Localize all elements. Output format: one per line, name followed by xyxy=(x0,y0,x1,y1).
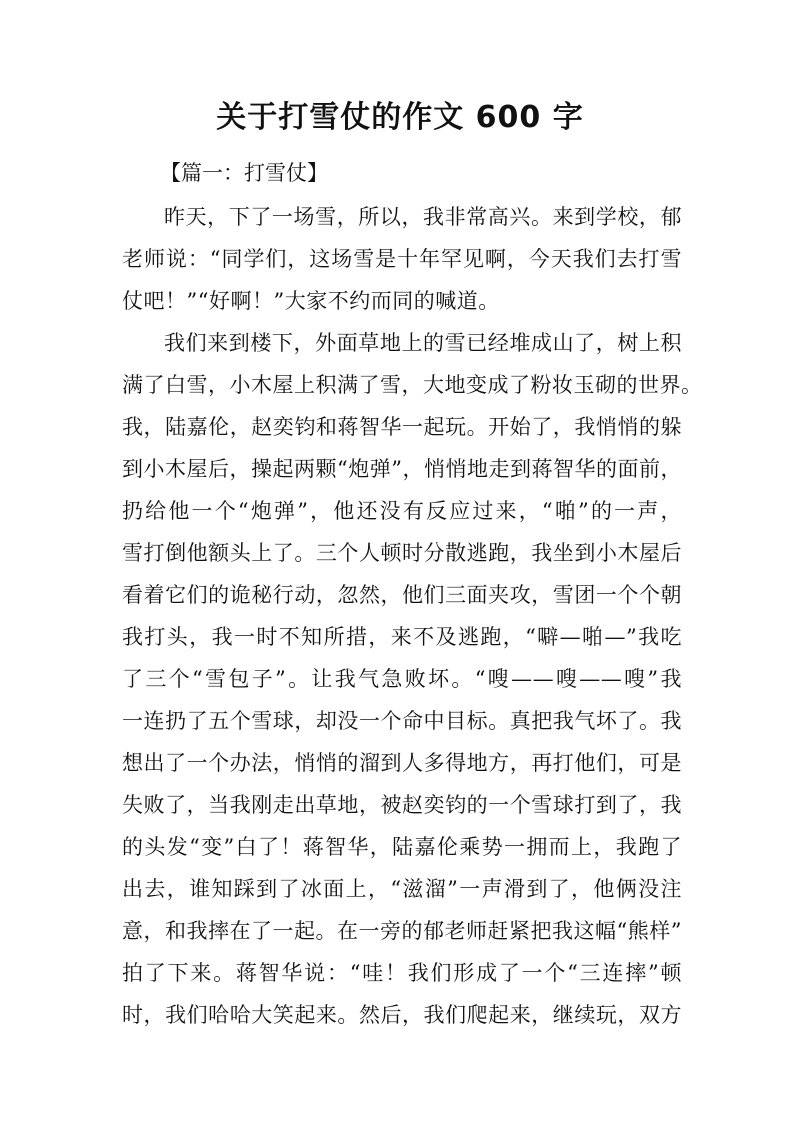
paragraph-2-line-12: 失败了，当我刚走出草地，被赵奕钧的一个雪球打到了，我 xyxy=(122,793,682,817)
paragraph-2-line-14: 出去，谁知踩到了冰面上，“滋溜”一声滑到了，他俩没注 xyxy=(122,877,682,901)
paragraph-2-line-4: 到小木屋后，操起两颗“炮弹”，悄悄地走到蒋智华的面前， xyxy=(122,457,682,481)
paragraph-2-line-13: 的头发“变”白了！蒋智华，陆嘉伦乘势一拥而上，我跑了 xyxy=(122,835,682,859)
paragraph-2-line-16: 拍了下来。蒋智华说：“哇！我们形成了一个“三连摔”顿 xyxy=(122,961,682,985)
paragraph-2-line-5: 扔给他一个“炮弹”，他还没有反应过来，“啪”的一声， xyxy=(122,499,682,523)
paragraph-2-line-3: 我，陆嘉伦，赵奕钧和蒋智华一起玩。开始了，我悄悄的躲 xyxy=(122,415,682,439)
paragraph-2-line-6: 雪打倒他额头上了。三个人顿时分散逃跑，我坐到小木屋后 xyxy=(122,541,682,565)
paragraph-2-line-8: 我打头，我一时不知所措，来不及逃跑，“噼—啪—”我吃 xyxy=(122,625,682,649)
paragraph-2-line-2: 满了白雪，小木屋上积满了雪，大地变成了粉妆玉砌的世界。 xyxy=(122,373,703,397)
paragraph-2-line-10: 一连扔了五个雪球，却没一个命中目标。真把我气坏了。我 xyxy=(122,709,682,733)
paragraph-1-line-2: 老师说：“同学们，这场雪是十年罕见啊，今天我们去打雪 xyxy=(122,247,682,271)
paragraph-1-line-3: 仗吧！”“好啊！”大家不约而同的喊道。 xyxy=(122,289,500,313)
document-title: 关于打雪仗的作文 600 字 xyxy=(216,100,584,135)
paragraph-2-line-9: 了三个“雪包子”。让我气急败坏。“嗖——嗖——嗖”我 xyxy=(122,667,682,691)
paragraph-2-line-1: 我们来到楼下，外面草地上的雪已经堆成山了，树上积 xyxy=(164,331,682,355)
paragraph-1-line-1: 昨天，下了一场雪，所以，我非常高兴。来到学校，郁 xyxy=(164,205,682,229)
section-heading: 【篇一：打雪仗】 xyxy=(160,161,328,185)
paragraph-2-line-17: 时，我们哈哈大笑起来。然后，我们爬起来，继续玩，双方 xyxy=(122,1003,682,1027)
paragraph-2-line-15: 意，和我摔在了一起。在一旁的郁老师赶紧把我这幅“熊样” xyxy=(122,919,682,943)
paragraph-2-line-7: 看着它们的诡秘行动，忽然，他们三面夹攻，雪团一个个朝 xyxy=(122,583,682,607)
paragraph-2-line-11: 想出了一个办法，悄悄的溜到人多得地方，再打他们，可是 xyxy=(122,751,682,775)
